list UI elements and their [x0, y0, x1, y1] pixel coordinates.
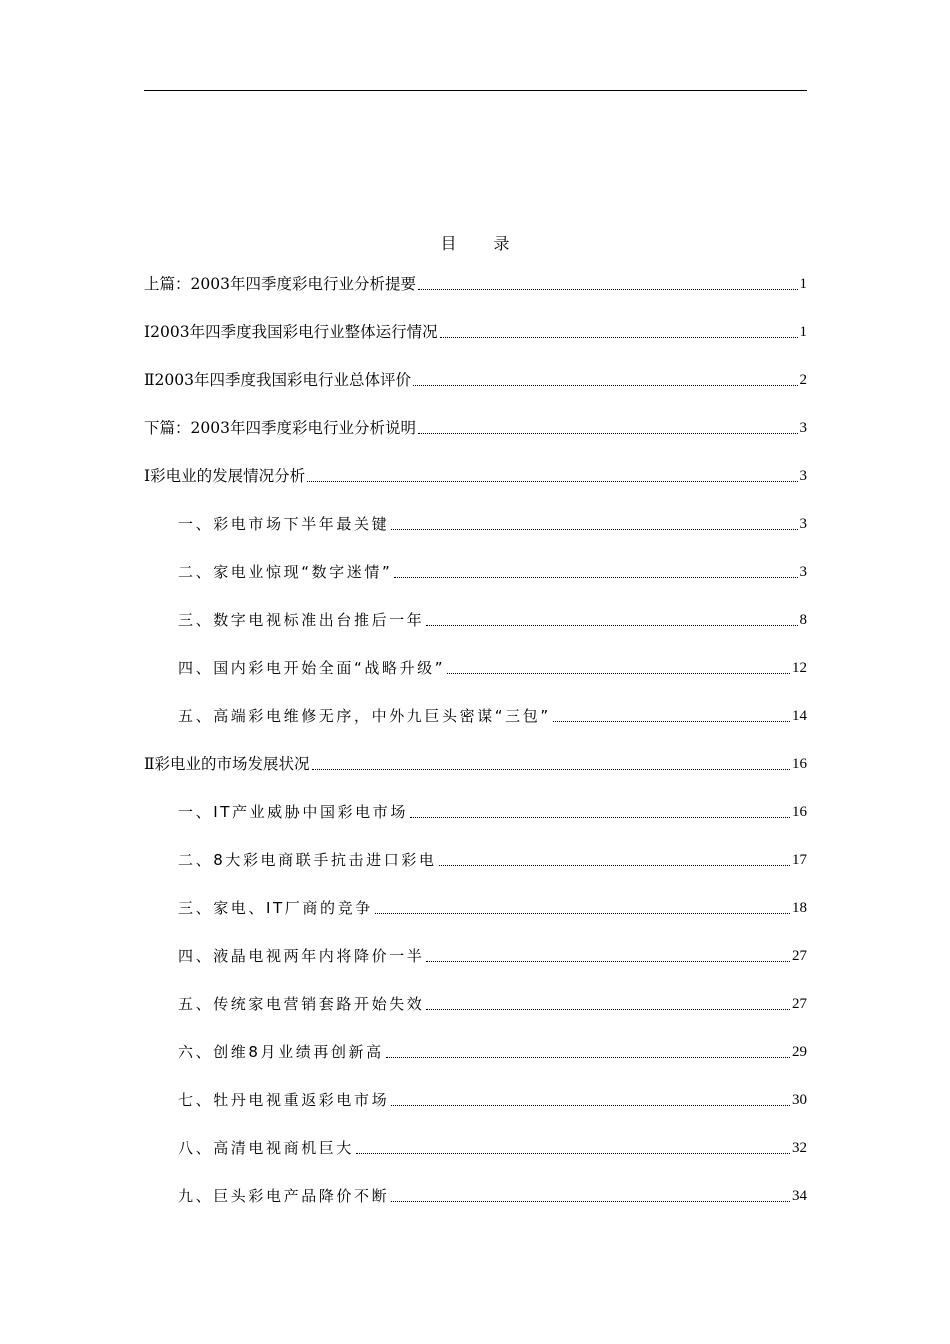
toc-leader-dots: [410, 817, 790, 818]
toc-entry-page: 34: [792, 1188, 807, 1204]
toc-entry-label: 三、家电、IT厂商的竞争: [178, 899, 373, 917]
toc-entry-page: 1: [799, 324, 807, 340]
toc-entry-label: Ⅱ彩电业的市场发展状况: [144, 755, 310, 773]
toc-leader-dots: [386, 1057, 790, 1058]
toc-entry-label: 四、国内彩电开始全面“战略升级”: [178, 659, 446, 677]
toc-entry-label: 四、液晶电视两年内将降价一半: [178, 947, 425, 965]
toc-entry-page: 27: [792, 948, 807, 964]
toc-entry-label: 一、IT产业威胁中国彩电市场: [178, 803, 408, 821]
toc-subentry[interactable]: [144, 588, 807, 636]
toc-entry-page: 3: [799, 420, 807, 436]
toc-entry-page: 17: [792, 852, 807, 868]
toc-leader-dots: [418, 289, 798, 290]
toc-entry-label: Ⅰ彩电业的发展情况分析: [144, 467, 306, 485]
toc-subentry[interactable]: [144, 1116, 807, 1164]
toc-leader-dots: [413, 385, 798, 386]
toc-entry-page: 29: [792, 1044, 807, 1060]
toc-leader-dots: [439, 865, 790, 866]
toc-entry[interactable]: [144, 348, 807, 396]
toc-leader-dots: [356, 1153, 790, 1154]
toc-entry-page: 32: [792, 1140, 807, 1156]
table-of-contents: [144, 252, 807, 1212]
toc-entry-label: 九、巨头彩电产品降价不断: [178, 1187, 390, 1205]
toc-entry-page: 2: [799, 372, 807, 388]
toc-subentry[interactable]: [144, 876, 807, 924]
toc-title: 目 录: [440, 234, 526, 253]
toc-subentry[interactable]: [144, 1020, 807, 1068]
toc-entry-label: 上篇：2003年四季度彩电行业分析提要: [144, 275, 416, 293]
toc-entry[interactable]: [144, 444, 807, 492]
toc-entry-label: 二、8大彩电商联手抗击进口彩电: [178, 851, 437, 869]
toc-leader-dots: [394, 577, 797, 578]
toc-subentry[interactable]: [144, 492, 807, 540]
toc-entry-label: 下篇：2003年四季度彩电行业分析说明: [144, 419, 416, 437]
toc-subentry[interactable]: [144, 540, 807, 588]
toc-entry-label: 五、传统家电营销套路开始失效: [178, 995, 425, 1013]
toc-leader-dots: [418, 433, 798, 434]
toc-leader-dots: [426, 961, 790, 962]
toc-leader-dots: [440, 337, 798, 338]
toc-entry-label: 六、创维8月业绩再创新高: [178, 1043, 384, 1061]
toc-entry-page: 12: [792, 660, 807, 676]
toc-subentry[interactable]: [144, 780, 807, 828]
toc-leader-dots: [391, 1105, 790, 1106]
toc-leader-dots: [307, 481, 797, 482]
toc-entry[interactable]: [144, 252, 807, 300]
toc-entry[interactable]: [144, 732, 807, 780]
toc-entry-label: 一、彩电市场下半年最关键: [178, 515, 390, 533]
toc-subentry[interactable]: [144, 828, 807, 876]
toc-subentry[interactable]: [144, 1164, 807, 1212]
toc-subentry[interactable]: [144, 1068, 807, 1116]
toc-entry-page: 16: [792, 804, 807, 820]
toc-entry-label: Ⅱ2003年四季度我国彩电行业总体评价: [144, 371, 411, 389]
header-rule: [144, 90, 807, 91]
toc-subentry[interactable]: [144, 924, 807, 972]
toc-leader-dots: [553, 721, 790, 722]
toc-entry-page: 8: [799, 612, 807, 628]
toc-entry-label: 八、高清电视商机巨大: [178, 1139, 355, 1157]
toc-entry-page: 18: [792, 900, 807, 916]
toc-entry-label: 二、家电业惊现“数字迷情”: [178, 563, 393, 581]
toc-entry-page: 27: [792, 996, 807, 1012]
toc-entry-page: 3: [799, 564, 807, 580]
toc-entry-page: 16: [792, 756, 807, 772]
toc-entry-page: 3: [799, 468, 807, 484]
toc-entry[interactable]: [144, 300, 807, 348]
toc-leader-dots: [391, 1201, 790, 1202]
toc-entry-page: 3: [799, 516, 807, 532]
toc-subentry[interactable]: [144, 972, 807, 1020]
toc-entry-page: 30: [792, 1092, 807, 1108]
toc-entry-page: 1: [799, 276, 807, 292]
toc-leader-dots: [447, 673, 790, 674]
toc-entry-label: 七、牡丹电视重返彩电市场: [178, 1091, 390, 1109]
toc-leader-dots: [391, 529, 797, 530]
toc-leader-dots: [312, 769, 790, 770]
toc-subentry[interactable]: [144, 636, 807, 684]
toc-entry-label: 三、数字电视标准出台推后一年: [178, 611, 425, 629]
toc-leader-dots: [426, 1009, 790, 1010]
toc-leader-dots: [426, 625, 797, 626]
toc-subentry[interactable]: [144, 684, 807, 732]
toc-leader-dots: [375, 913, 790, 914]
toc-entry[interactable]: [144, 396, 807, 444]
toc-entry-page: 14: [792, 708, 807, 724]
toc-entry-label: 五、高端彩电维修无序，中外九巨头密谋“三包”: [178, 707, 551, 725]
toc-entry-label: Ⅰ2003年四季度我国彩电行业整体运行情况: [144, 323, 438, 341]
